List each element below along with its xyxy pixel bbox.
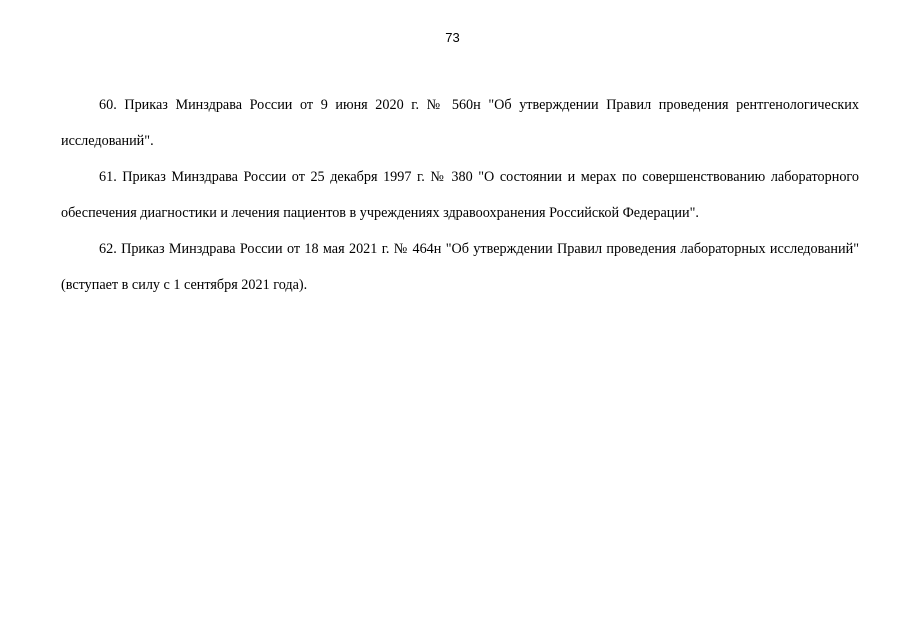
page-number: 73 (445, 30, 460, 45)
reference-item-61: 61. Приказ Минздрава России от 25 декабря 1997 г. № 380 "О состоянии и мерах по совершенствованию лабораторного обеспечения диагностики и лечения пациентов в учреждениях здравоохранения Российской Федерации". (61, 169, 859, 221)
reference-item-60: 60. Приказ Минздрава России от 9 июня 2020 г. № 560н "Об утверждении Правил проведения рентгенологических исследований". (61, 97, 859, 149)
reference-list (61, 87, 859, 303)
reference-item-62: 62. Приказ Минздрава России от 18 мая 2021 г. № 464н "Об утверждении Правил проведения лабораторных исследований" (вступает в силу с 1 сентября 2021 года). (61, 241, 859, 293)
